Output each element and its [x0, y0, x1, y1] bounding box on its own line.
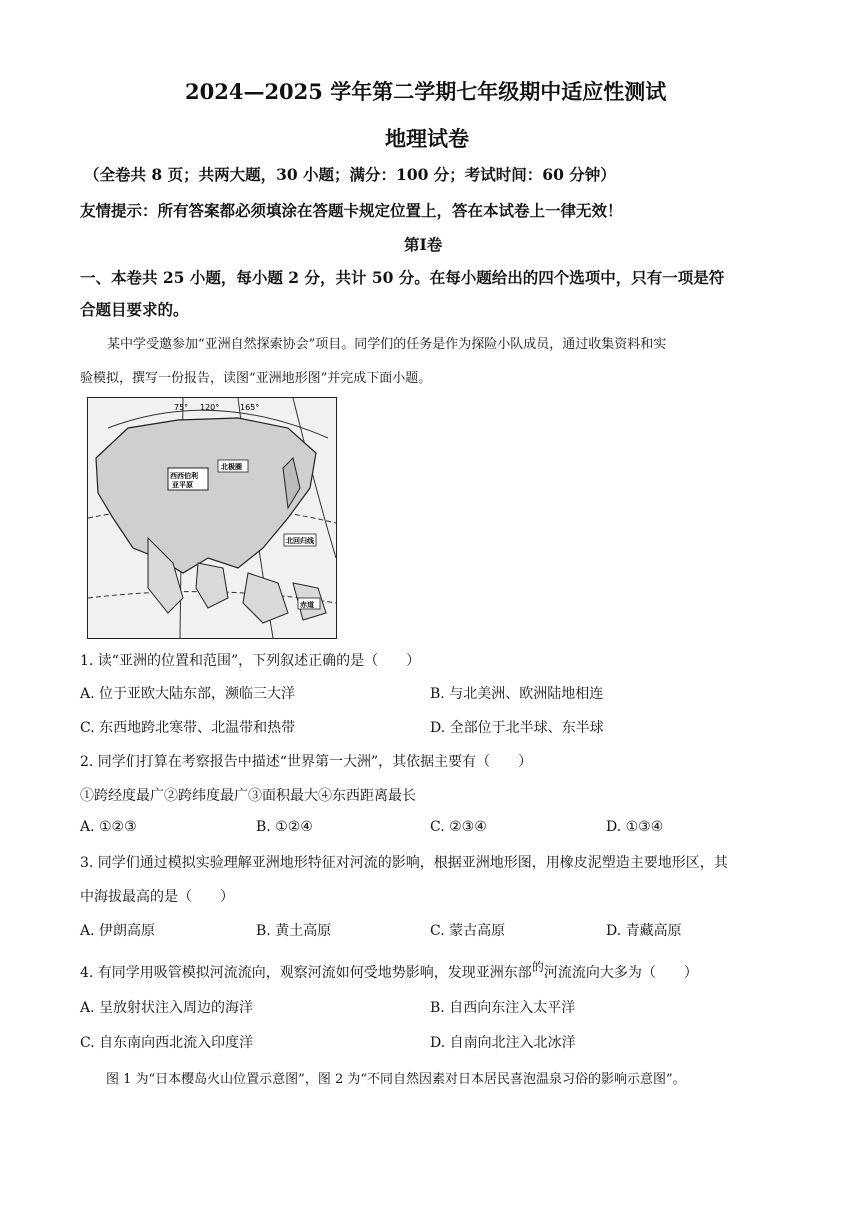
map-label-75: 75° [174, 403, 189, 412]
q3-stem-line1: 3. 同学们通过模拟实验理解亚洲地形特征对河流的影响，根据亚洲地形图，用橡皮泥塑造主要地形区，其 [80, 855, 728, 871]
q2-option-a: A. ①②③ [80, 819, 137, 835]
map-label-tropic: 北回归线 [286, 537, 314, 545]
q3-option-c: C. 蒙古高原 [430, 923, 506, 939]
q3-option-d: D. 青藏高原 [606, 923, 682, 939]
asia-terrain-map [87, 397, 337, 639]
q2-option-b: B. ①②④ [256, 819, 313, 835]
q1-option-b: B. 与北美洲、欧洲陆地相连 [430, 686, 604, 702]
intro-line1: 某中学受邀参加“亚洲自然探索协会”项目。同学们的任务是作为探险小队成员，通过收集资料和实 [107, 337, 667, 352]
intro-line2: 验模拟，撰写一份报告，读图“亚洲地形图”并完成下面小题。 [80, 371, 432, 386]
section-instructions-line2: 合题目要求的。 [80, 300, 189, 319]
subject-title: 地理试卷 [385, 126, 469, 151]
exam-title: 2024—2025 学年第二学期七年级期中适应性测试 [185, 79, 667, 104]
q1-stem: 1. 读“亚洲的位置和范围”，下列叙述正确的是（ ） [80, 653, 421, 669]
map-label-arctic-circle: 北极圈 [221, 463, 242, 471]
q2-option-c: C. ②③④ [430, 819, 487, 835]
section-instructions-line1: 一、本卷共 25 小题，每小题 2 分，共计 50 分。在每小题给出的四个选项中，只有一项是符 [80, 268, 725, 287]
map-label-165: 165° [240, 403, 260, 412]
exam-info: （全卷共 8 页；共两大题，30 小题；满分：100 分；考试时间：60 分钟） [84, 165, 616, 184]
q3-stem-line2: 中海拔最高的是（ ） [80, 889, 234, 905]
q1-option-d: D. 全部位于北半球、东半球 [430, 720, 604, 736]
q3-option-b: B. 黄土高原 [256, 923, 332, 939]
map-label-120: 120° [200, 403, 220, 412]
q2-statements: ①跨经度最广②跨纬度最广③面积最大④东西距离最长 [80, 788, 416, 804]
q2-option-d: D. ①③④ [606, 819, 664, 835]
q4-stem [80, 962, 698, 982]
q4-stem-part1: 4. 有同学用吸管模拟河流流向，观察河流如何受地势影响，发现亚洲东部 [80, 965, 532, 981]
q3-option-a: A. 伊朗高原 [80, 923, 156, 939]
q2-stem: 2. 同学们打算在考察报告中描述“世界第一大洲”，其依据主要有（ ） [80, 754, 533, 770]
q4-option-b: B. 自西向东注入太平洋 [430, 1000, 576, 1016]
map-label-equator: 赤道 [300, 601, 314, 609]
next-intro: 图 1 为“日本樱岛火山位置示意图”，图 2 为“不同自然因素对日本居民喜泡温泉习俗的影响示意图”。 [106, 1072, 686, 1087]
volume-heading: 第Ⅰ卷 [404, 235, 443, 254]
q4-option-a: A. 呈放射状注入周边的海洋 [80, 1000, 254, 1016]
q1-option-a: A. 位于亚欧大陆东部，濒临三大洋 [80, 686, 296, 702]
q4-option-d: D. 自南向北注入北冰洋 [430, 1035, 576, 1051]
q4-stem-part3: 河流流向大多为（ ） [543, 965, 698, 981]
q4-stem-part2: 的 [531, 960, 544, 974]
asia-map-drawing [88, 398, 336, 638]
q4-option-c: C. 自东南向西北流入印度洋 [80, 1035, 254, 1051]
q1-option-c: C. 东西地跨北寒带、北温带和热带 [80, 720, 296, 736]
map-label-west-siberian: 西西伯利 [170, 472, 198, 480]
friendly-tip: 友情提示：所有答案都必须填涂在答题卡规定位置上，答在本试卷上一律无效！ [80, 201, 623, 220]
map-label-plain: 亚平原 [172, 481, 193, 489]
